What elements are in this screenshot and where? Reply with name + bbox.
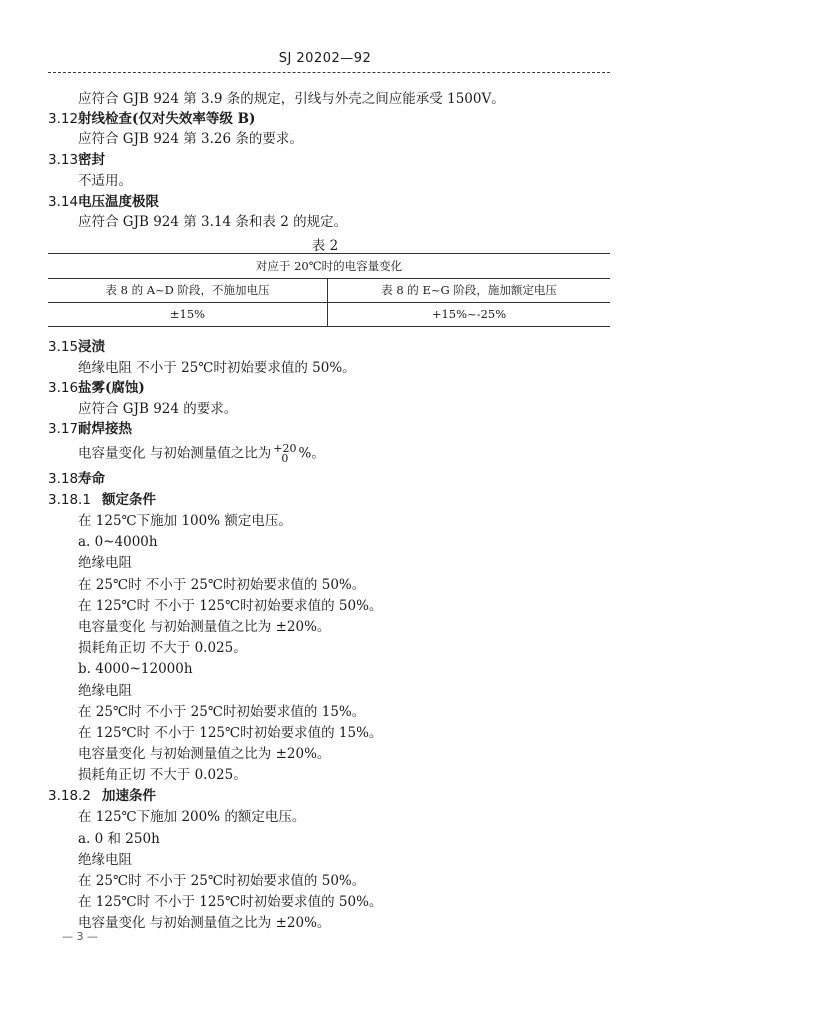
section-number: 3.18.1 (48, 492, 91, 508)
section-title: 电压温度极限 (78, 194, 159, 210)
section-body: 应符合 GJB 924 的要求。 (78, 401, 238, 417)
list-item: 电容量变化 与初始测量值之比为 ±20%。 (78, 915, 331, 931)
section-body: 应符合 GJB 924 第 3.14 条和表 2 的规定。 (78, 214, 348, 230)
list-item: b. 4000~12000h (78, 661, 193, 677)
table-top-rule (48, 253, 610, 254)
section-body (78, 444, 325, 464)
list-item: 在 125℃时 不小于 125℃时初始要求值的 15%。 (78, 725, 383, 741)
section-number: 3.13 (48, 152, 79, 168)
table-bottom-rule (48, 326, 610, 327)
section-number: 3.12 (48, 111, 79, 127)
section-number: 3.15 (48, 339, 79, 355)
list-item: 电容量变化 与初始测量值之比为 ±20%。 (78, 619, 331, 635)
fraction-bottom: 0 (281, 452, 289, 465)
table-header-cell: 对应于 20℃时的电容量变化 (255, 259, 403, 273)
section-title: 加速条件 (102, 788, 156, 804)
page-number: — 3 — (62, 930, 98, 943)
list-item: 在 125℃下施加 200% 的额定电压。 (78, 809, 306, 825)
list-item: a. 0 和 250h (78, 831, 160, 847)
tolerance-fraction (273, 444, 296, 464)
table-col1-value: ±15% (169, 307, 206, 321)
list-item: 绝缘电阻 (78, 555, 132, 571)
section-number: 3.14 (48, 194, 79, 210)
section-title: 射线检查(仅对失效率等级 B) (78, 111, 256, 127)
list-item: 在 125℃下施加 100% 额定电压。 (78, 513, 292, 529)
header-rule (48, 72, 610, 73)
list-item: a. 0~4000h (78, 534, 158, 550)
list-item: 绝缘电阻 (78, 852, 132, 868)
section-number: 3.18.2 (48, 788, 91, 804)
section-title: 盐雾(腐蚀) (78, 380, 145, 396)
section-number: 3.17 (48, 421, 79, 437)
section-title: 浸渍 (78, 339, 105, 355)
list-item: 在 125℃时 不小于 125℃时初始要求值的 50%。 (78, 894, 383, 910)
fraction-top: +20 (273, 442, 297, 455)
section-number: 3.18 (48, 471, 79, 487)
list-item: 在 25℃时 不小于 25℃时初始要求值的 15%。 (78, 704, 366, 720)
list-item: 损耗角正切 不大于 0.025。 (78, 767, 247, 783)
list-item: 绝缘电阻 (78, 683, 132, 699)
section-title: 额定条件 (102, 492, 156, 508)
body-prefix: 电容量变化 与初始测量值之比为 (78, 445, 272, 462)
table-col2-header: 表 8 的 E~G 阶段，施加额定电压 (381, 283, 557, 297)
list-item: 在 25℃时 不小于 25℃时初始要求值的 50%。 (78, 873, 366, 889)
table-column-row (48, 279, 610, 301)
body-suffix: %。 (298, 445, 325, 462)
section-body: 应符合 GJB 924 第 3.26 条的要求。 (78, 131, 303, 147)
list-item: 电容量变化 与初始测量值之比为 ±20%。 (78, 746, 331, 762)
section-title: 耐焊接热 (78, 421, 132, 437)
table-caption: 表 2 (311, 238, 339, 254)
table-col1-header: 表 8 的 A~D 阶段，不施加电压 (105, 283, 270, 297)
table-header-row (48, 255, 610, 277)
table-column-divider (327, 279, 328, 326)
section-body: 绝缘电阻 不小于 25℃时初始要求值的 50%。 (78, 360, 356, 376)
list-item: 在 25℃时 不小于 25℃时初始要求值的 50%。 (78, 577, 366, 593)
paragraph-3-11-end: 应符合 GJB 924 第 3.9 条的规定，引线与外壳之间应能承受 1500V。 (78, 91, 505, 107)
section-title: 寿命 (78, 471, 105, 487)
list-item: 在 125℃时 不小于 125℃时初始要求值的 50%。 (78, 598, 383, 614)
section-title: 密封 (78, 152, 105, 168)
section-number: 3.16 (48, 380, 79, 396)
standard-code: SJ 20202—92 (278, 51, 372, 66)
section-body: 不适用。 (78, 173, 132, 189)
table-value-row (48, 303, 610, 325)
table-col2-value: +15%~-25% (431, 307, 507, 321)
list-item: 损耗角正切 不大于 0.025。 (78, 640, 247, 656)
